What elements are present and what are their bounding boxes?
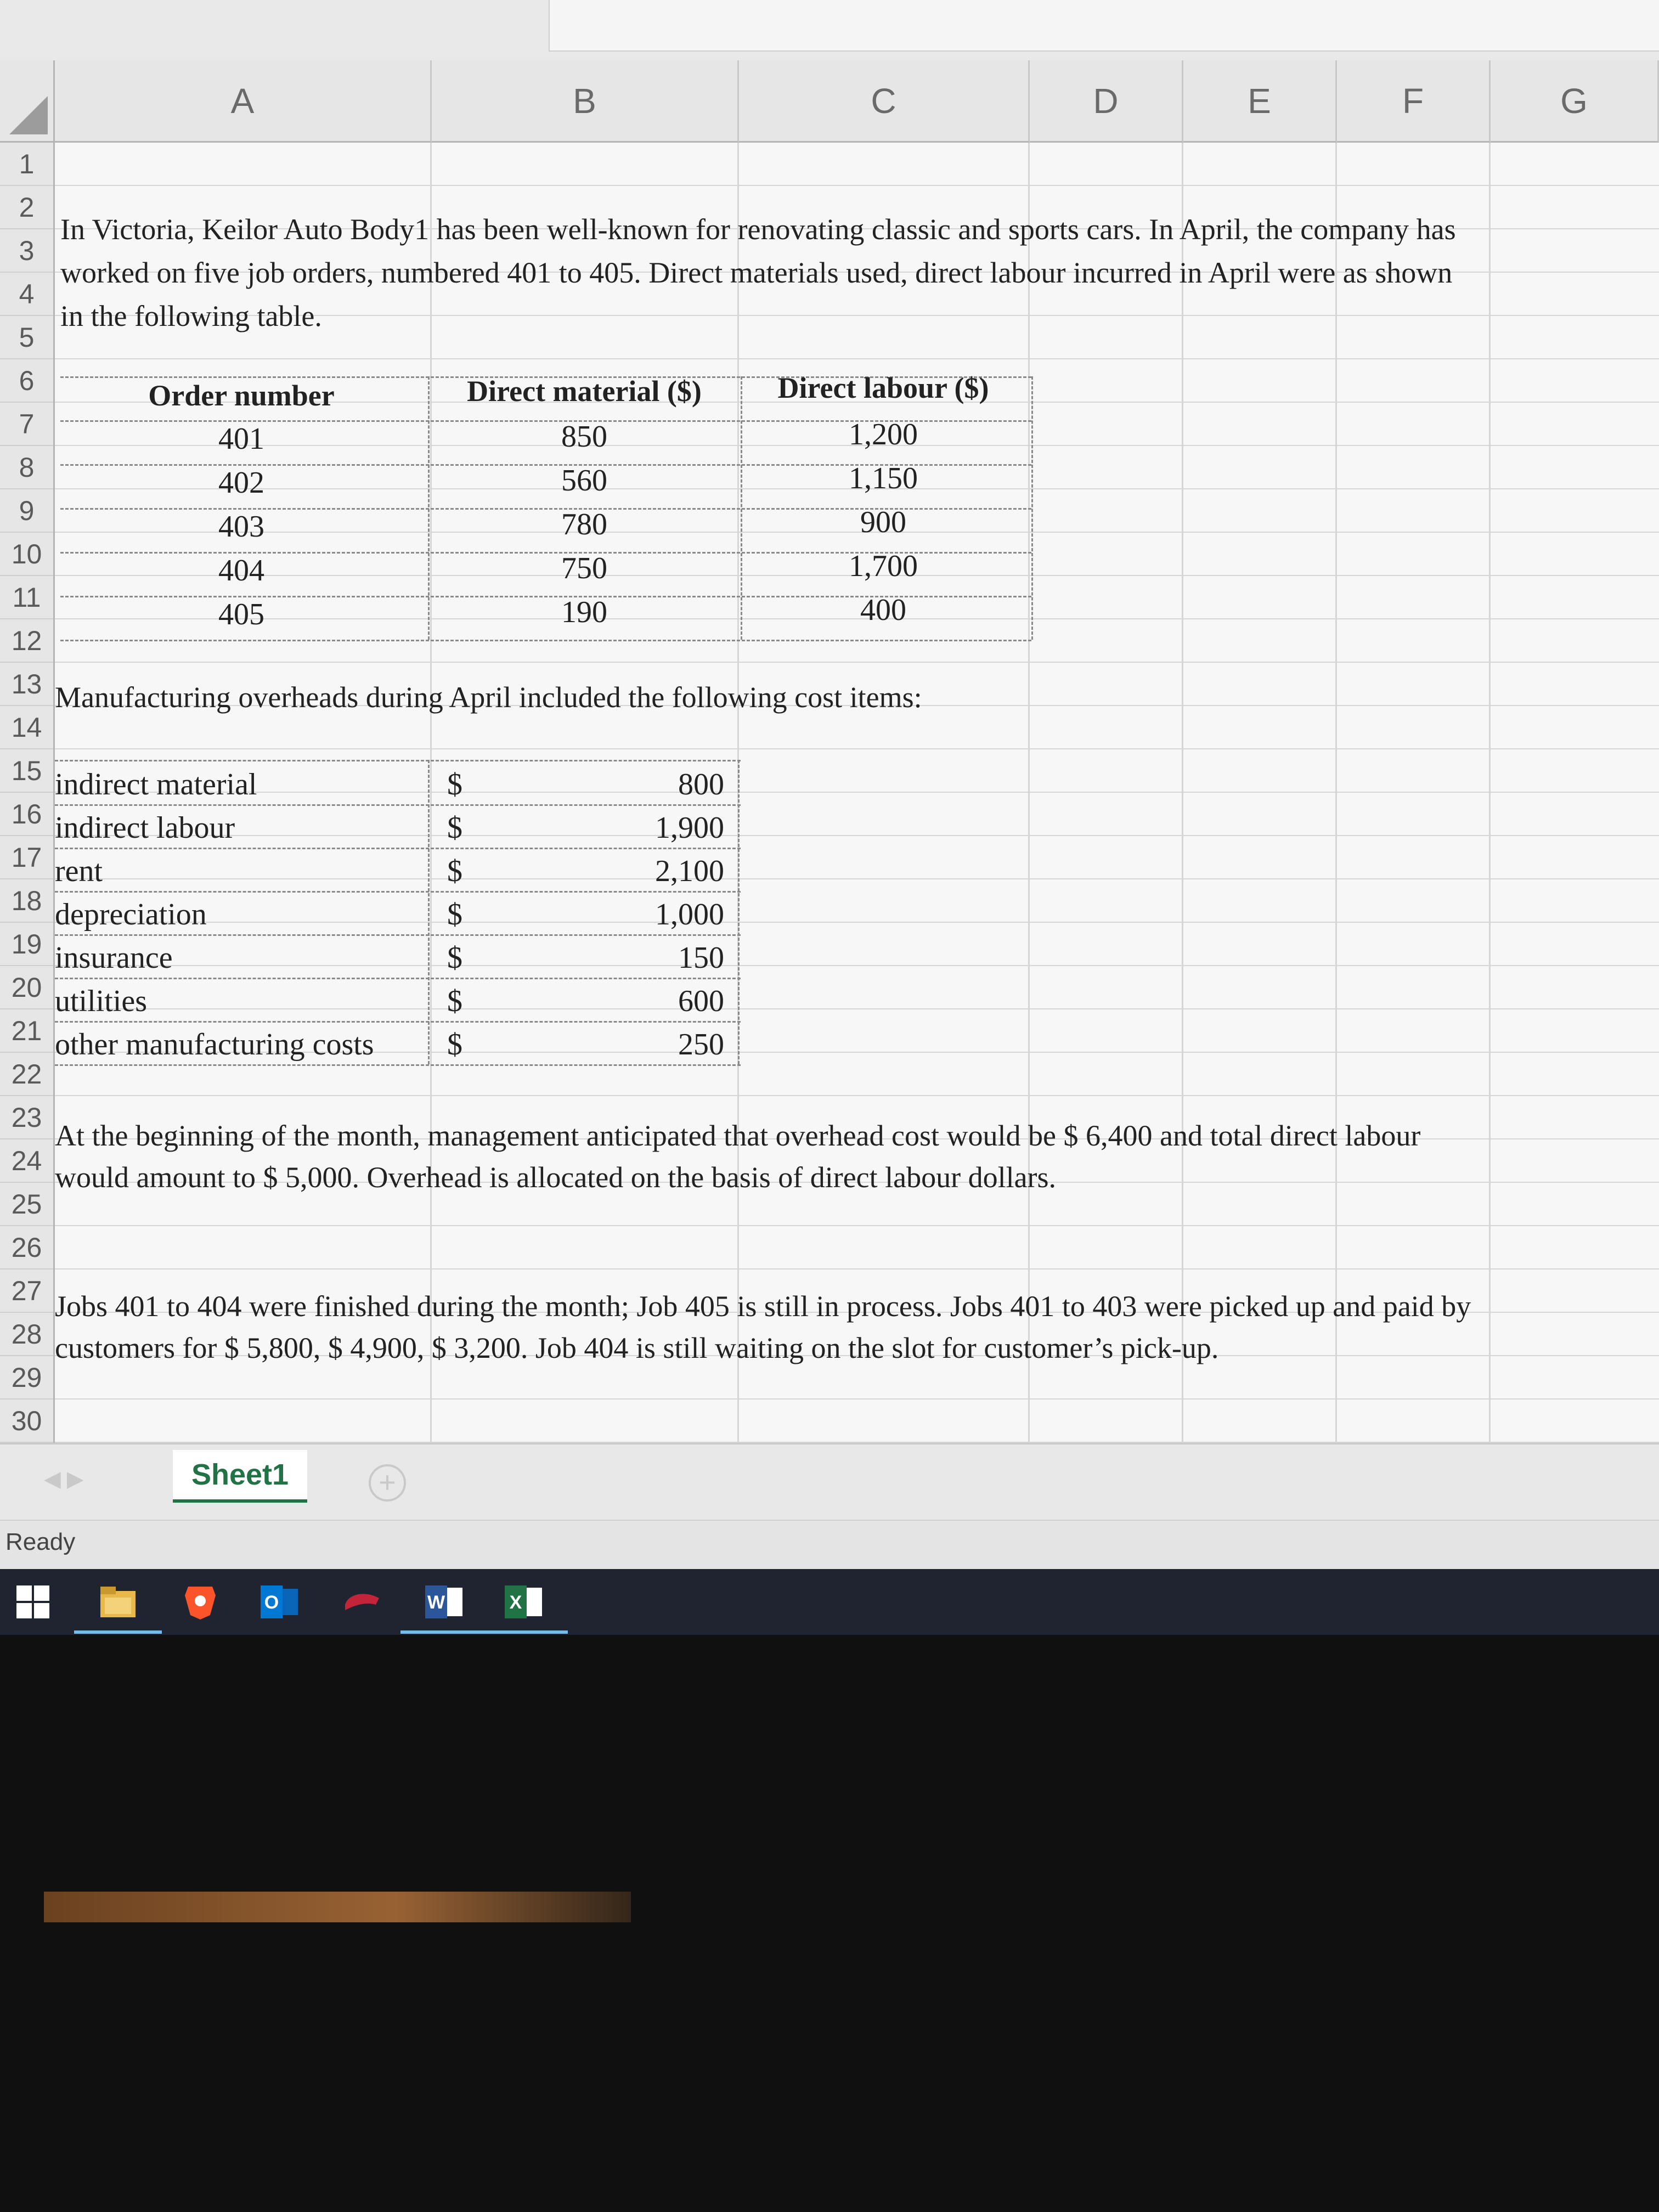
row-header-9[interactable]: 9 — [0, 489, 53, 533]
job-order-number-cell[interactable]: 403 — [218, 510, 264, 544]
overhead-label[interactable]: utilities — [55, 984, 147, 1018]
row-header-10[interactable]: 10 — [0, 533, 53, 576]
job-direct-labour-cell[interactable]: 900 — [860, 505, 906, 539]
job-direct-labour-cell[interactable]: 1,200 — [849, 417, 918, 452]
row-header-4[interactable]: 4 — [0, 273, 53, 316]
select-all-corner[interactable] — [0, 60, 55, 143]
job-order-number-cell[interactable]: 402 — [218, 466, 264, 500]
overhead-intro: Manufacturing overheads during April included the following cost items: — [55, 681, 922, 714]
row-header-23[interactable]: 23 — [0, 1096, 53, 1139]
svg-text:O: O — [264, 1592, 279, 1613]
header-order-number: Order number — [148, 379, 335, 412]
overhead-currency: $ — [447, 941, 462, 975]
windows-start-icon[interactable] — [11, 1580, 55, 1624]
overhead-label[interactable]: other manufacturing costs — [55, 1028, 374, 1062]
row-header-8[interactable]: 8 — [0, 446, 53, 489]
row-header-14[interactable]: 14 — [0, 706, 53, 749]
row-header-27[interactable]: 27 — [0, 1269, 53, 1313]
column-header-e[interactable]: E — [1183, 60, 1337, 143]
overhead-value[interactable]: 2,100 — [655, 854, 724, 888]
row-header-13[interactable]: 13 — [0, 663, 53, 706]
overhead-value[interactable]: 250 — [678, 1028, 724, 1062]
app-icon[interactable] — [340, 1580, 384, 1624]
formula-bar[interactable] — [549, 0, 1659, 52]
job-order-number-cell[interactable]: 404 — [218, 554, 264, 588]
row-header-1[interactable]: 1 — [0, 143, 53, 186]
job-direct-material-cell[interactable]: 560 — [561, 464, 607, 498]
row-header-20[interactable]: 20 — [0, 966, 53, 1009]
job-direct-labour-cell[interactable]: 1,150 — [849, 461, 918, 495]
overhead-currency: $ — [447, 898, 462, 932]
row-header-6[interactable]: 6 — [0, 359, 53, 403]
row-header-5[interactable]: 5 — [0, 316, 53, 359]
header-direct-material: Direct material ($) — [467, 375, 702, 408]
job-direct-labour-cell[interactable]: 400 — [860, 593, 906, 627]
overhead-label[interactable]: indirect labour — [55, 811, 235, 845]
job-order-number-cell[interactable]: 401 — [218, 422, 264, 456]
sheet-tab-bar — [0, 1443, 1659, 1521]
sheet-tab-sheet1[interactable]: Sheet1 — [173, 1450, 307, 1503]
column-header-a[interactable]: A — [55, 60, 432, 143]
overhead-label[interactable]: depreciation — [55, 898, 207, 932]
formula-bar-area — [0, 0, 1659, 60]
overhead-label[interactable]: insurance — [55, 941, 173, 975]
taskbar — [0, 1569, 1659, 1635]
row-header-25[interactable]: 25 — [0, 1183, 53, 1226]
overhead-value[interactable]: 800 — [678, 768, 724, 802]
column-header-g[interactable]: G — [1491, 60, 1659, 143]
row-header-15[interactable]: 15 — [0, 749, 53, 793]
job-order-number-cell[interactable]: 405 — [218, 597, 264, 631]
row-header-11[interactable]: 11 — [0, 576, 53, 619]
intro-line-1: In Victoria, Keilor Auto Body1 has been well-known for renovating classic and sports cars. In April, the company has — [60, 213, 1456, 246]
job-direct-material-cell[interactable]: 850 — [561, 420, 607, 454]
row-header-18[interactable]: 18 — [0, 879, 53, 923]
job-direct-material-cell[interactable]: 750 — [561, 551, 607, 585]
header-direct-labour: Direct labour ($) — [777, 371, 989, 404]
overhead-currency: $ — [447, 984, 462, 1018]
overhead-label[interactable]: rent — [55, 854, 103, 888]
overhead-label[interactable]: indirect material — [55, 768, 257, 802]
overhead-currency: $ — [447, 811, 462, 845]
row-header-3[interactable]: 3 — [0, 229, 53, 273]
allocation-line-1: At the beginning of the month, management anticipated that overhead cost would be $ 6,400 and total direct labour — [55, 1119, 1421, 1152]
job-direct-material-cell[interactable]: 780 — [561, 507, 607, 541]
row-header-19[interactable]: 19 — [0, 923, 53, 966]
overhead-currency: $ — [447, 854, 462, 888]
overhead-currency: $ — [447, 1028, 462, 1062]
svg-text:W: W — [427, 1592, 445, 1613]
intro-line-3: in the following table. — [60, 300, 322, 332]
screen-glare — [44, 1892, 631, 1922]
sheet-nav-arrows[interactable]: ◀ ▶ — [44, 1467, 84, 1491]
row-header-22[interactable]: 22 — [0, 1053, 53, 1096]
file-explorer-icon[interactable] — [96, 1580, 140, 1624]
add-sheet-icon[interactable]: + — [369, 1464, 406, 1502]
overhead-currency: $ — [447, 768, 462, 802]
column-header-d[interactable]: D — [1030, 60, 1183, 143]
row-header-12[interactable]: 12 — [0, 619, 53, 663]
job-direct-labour-cell[interactable]: 1,700 — [849, 549, 918, 583]
row-header-26[interactable]: 26 — [0, 1226, 53, 1269]
row-header-29[interactable]: 29 — [0, 1356, 53, 1400]
status-text: Ready — [5, 1528, 76, 1555]
allocation-line-2: would amount to $ 5,000. Overhead is allocated on the basis of direct labour dollars. — [55, 1161, 1057, 1194]
row-header-28[interactable]: 28 — [0, 1313, 53, 1356]
column-header-b[interactable]: B — [432, 60, 739, 143]
overhead-value[interactable]: 600 — [678, 984, 724, 1018]
job-direct-material-cell[interactable]: 190 — [561, 595, 607, 629]
row-header-24[interactable]: 24 — [0, 1139, 53, 1183]
overhead-value[interactable]: 150 — [678, 941, 724, 975]
row-header-17[interactable]: 17 — [0, 836, 53, 879]
row-header-16[interactable]: 16 — [0, 793, 53, 836]
column-header-f[interactable]: F — [1337, 60, 1491, 143]
word-icon[interactable] — [422, 1580, 466, 1624]
intro-line-2: worked on five job orders, numbered 401 to 405. Direct materials used, direct labour incurred in April were as shown — [60, 256, 1453, 289]
row-header-7[interactable]: 7 — [0, 403, 53, 446]
jobs-line-1: Jobs 401 to 404 were finished during the month; Job 405 is still in process. Jobs 401 to 403 were picked up and paid by — [55, 1290, 1471, 1323]
row-header-21[interactable]: 21 — [0, 1009, 53, 1053]
column-header-c[interactable]: C — [739, 60, 1030, 143]
row-headers — [0, 143, 55, 1443]
overhead-value[interactable]: 1,900 — [655, 811, 724, 845]
brave-browser-icon[interactable] — [178, 1580, 222, 1624]
jobs-line-2: customers for $ 5,800, $ 4,900, $ 3,200. Job 404 is still waiting on the slot for customer’s pick-up. — [55, 1331, 1219, 1364]
status-bar — [0, 1520, 1659, 1570]
svg-text:X: X — [509, 1592, 522, 1613]
overhead-value[interactable]: 1,000 — [655, 898, 724, 932]
outlook-icon[interactable] — [258, 1580, 302, 1624]
excel-icon[interactable] — [502, 1580, 546, 1624]
row-header-2[interactable]: 2 — [0, 186, 53, 229]
row-header-30[interactable]: 30 — [0, 1400, 53, 1443]
